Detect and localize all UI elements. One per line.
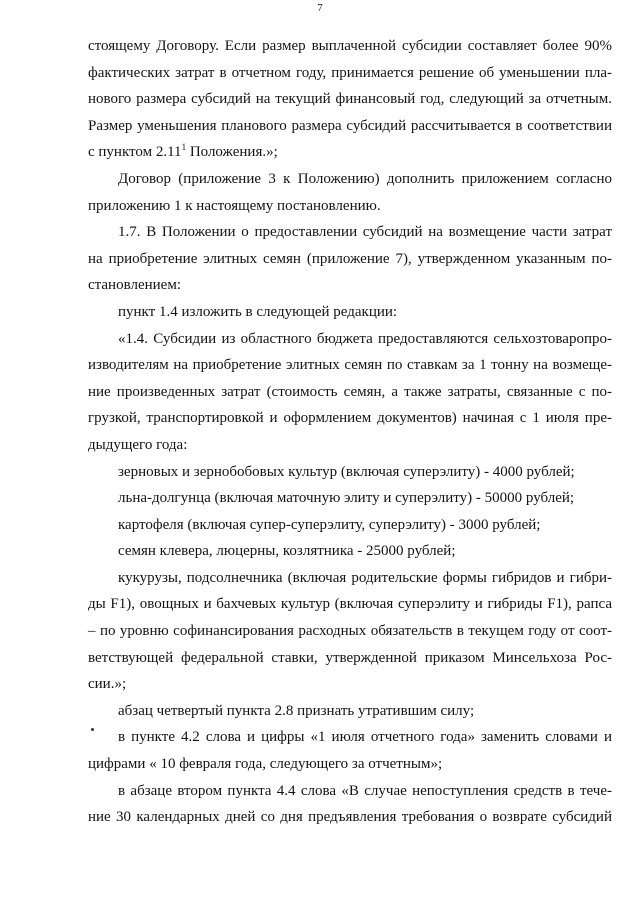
text-line: семян клевера, люцерны, козлятника - 25000 рублей; — [118, 543, 456, 560]
text-line: ние произведенных затрат (стоимость семян, а также затраты, связанные с по- — [88, 383, 612, 400]
text-line: нового размера субсидий на текущий финансовый год, следующий за отчетным. — [88, 91, 612, 108]
text-run: Положения.»; — [186, 144, 278, 161]
text-line: ды F1), овощных и бахчевых культур (включая суперэлиту и гибриды F1), рапса — [88, 596, 612, 613]
text-line: 1.7. В Положении о предоставлении субсидий на возмещение части затрат — [118, 224, 612, 241]
text-line: пункт 1.4 изложить в следующей редакции: — [118, 303, 398, 320]
paragraph — [88, 166, 612, 219]
text-line: дыдущего года: — [88, 436, 188, 453]
text-line: изводителям на приобретение элитных семян по ставкам за 1 тонну на возмеще- — [88, 357, 612, 374]
paragraph — [88, 459, 612, 486]
document-body — [88, 33, 612, 831]
paragraph — [88, 724, 612, 777]
text-line: Договор (приложение 3 к Положению) дополнить приложением согласно — [118, 170, 612, 187]
text-line: абзац четвертый пункта 2.8 признать утратившим силу; — [118, 702, 475, 719]
paragraph — [88, 485, 612, 512]
paragraph — [88, 565, 612, 698]
text-line: фактических затрат в отчетном году, принимается решение об уменьшении пла- — [88, 64, 612, 81]
paragraph — [88, 299, 612, 326]
text-line: стоящему Договору. Если размер выплаченной субсидии составляет более 90% — [88, 38, 612, 54]
text-line: картофеля (включая супер-суперэлиту, суперэлиту) - 3000 рублей; — [118, 516, 541, 533]
text-line — [88, 139, 612, 166]
paragraph — [88, 326, 612, 459]
text-line: становлением: — [88, 277, 181, 294]
text-line: цифрами « 10 февраля года, следующего за отчетным»; — [88, 756, 443, 773]
text-run: с пунктом 2.11 — [88, 144, 182, 161]
text-line: льна-долгунца (включая маточную элиту и суперэлиту) - 50000 рублей; — [118, 490, 575, 507]
page-number: 7 — [317, 2, 323, 14]
paragraph — [88, 219, 612, 299]
text-line: в абзаце втором пункта 4.4 слова «В случае непоступления средств в тече- — [118, 782, 612, 799]
text-line: кукурузы, подсолнечника (включая родительские формы гибридов и гибри- — [118, 569, 612, 586]
paragraph — [88, 698, 612, 725]
paragraph — [88, 538, 612, 565]
text-line: Размер уменьшения планового размера субсидий рассчитывается в соответствии — [88, 117, 612, 134]
text-line: приложению 1 к настоящему постановлению. — [88, 197, 381, 214]
text-line: ние 30 календарных дней со дня предъявления требования о возврате субсидий — [88, 809, 612, 826]
text-line: зерновых и зернобобовых культур (включая суперэлиту) - 4000 рублей; — [118, 463, 575, 480]
paragraph — [88, 512, 612, 539]
text-line: на приобретение элитных семян (приложение 7), утвержденном указанным по- — [88, 250, 612, 267]
text-line: «1.4. Субсидии из областного бюджета предоставляются сельхозтоваропро- — [118, 330, 612, 347]
text-line: в пункте 4.2 слова и цифры «1 июля отчетного года» заменить словами и — [118, 729, 612, 746]
text-line: сии.»; — [88, 676, 127, 693]
text-line: – по уровню софинансирования расходных обязательств в текущем году от соот- — [88, 623, 612, 640]
text-line: ветствующей федеральной ставки, утвержденной приказом Минсельхоза Рос- — [88, 649, 612, 666]
text-line: грузкой, транспортировкой и оформлением документов) начиная с 1 июля пре- — [88, 410, 612, 427]
paragraph — [88, 33, 612, 166]
superscript: 1 — [181, 142, 187, 153]
paragraph — [88, 778, 612, 831]
